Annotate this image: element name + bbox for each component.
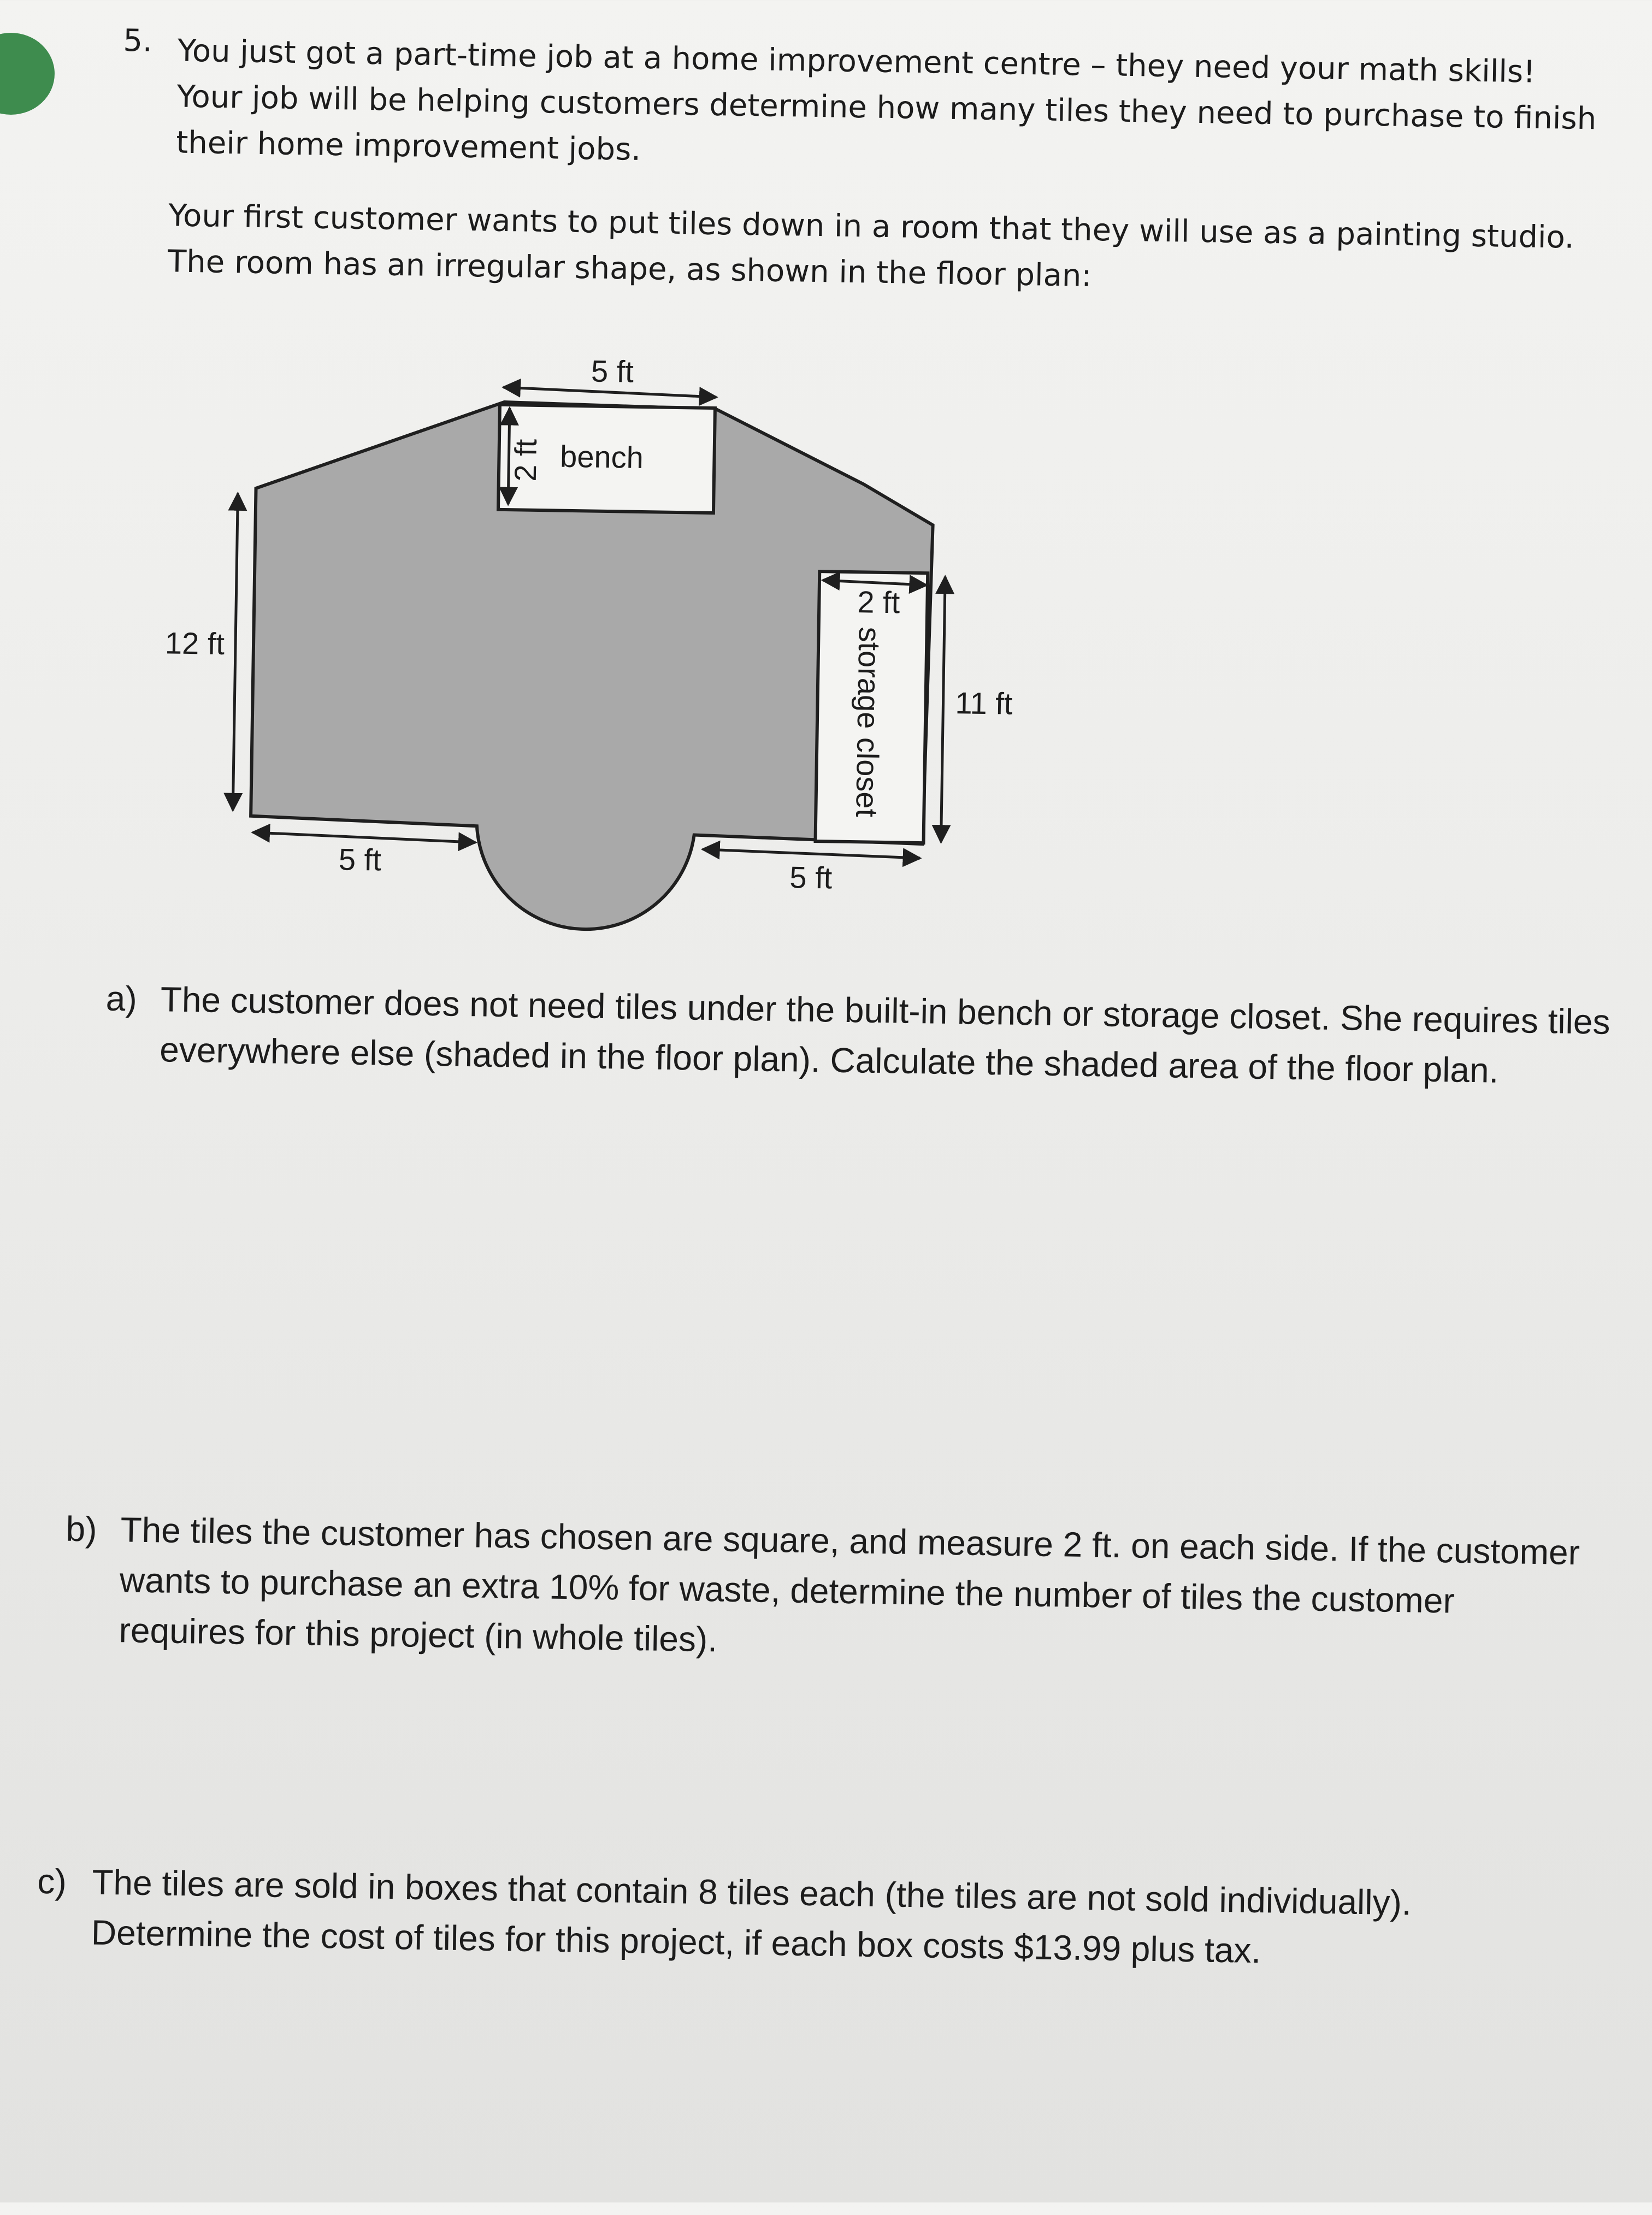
dimension-arrow-right (941, 577, 946, 842)
dim-label-left: 12 ft (164, 625, 225, 661)
part-a-text: The customer does not need tiles under the built-in bench or storage closet. She requires tiles everywhere else (shaded in the floor plan). Calculate the shaded area of the floor plan. (159, 979, 1611, 1090)
part-c-text: The tiles are sold in boxes that contain 8 tiles each (the tiles are not sold individually). Determine the cost of tiles for this project, if each box costs $13.99 plus tax. (91, 1862, 1412, 1971)
part-a-label: a) (105, 978, 138, 1019)
part-c-label: c) (37, 1861, 67, 1901)
dimension-arrow-bottom-left (252, 832, 475, 842)
dim-label-right: 11 ft (955, 686, 1013, 721)
bench-label: bench (559, 439, 644, 475)
dim-label-bottom-left: 5 ft (338, 842, 382, 877)
dim-label-bottom-right: 5 ft (789, 860, 833, 895)
dimension-arrow-top (503, 387, 716, 397)
part-b-label: b) (66, 1509, 98, 1549)
dimension-arrow-left (233, 493, 238, 810)
question-context: Your first customer wants to put tiles down in a room that they will use as a painting studio. The room has an irregular shape, as shown in the floor plan: (167, 198, 1575, 294)
storage-closet-label: storage closet (849, 627, 887, 818)
question-intro: You just got a part-time job at a home improvement centre – they need your math skills! Your job will be helping customers determine how many tiles they need to purchase to finish their home improvement jobs. (175, 33, 1597, 168)
part-b-text: The tiles the customer has chosen are square, and measure 2 ft. on each side. If the customer wants to purchase an extra 10% for waste, determine the number of tiles the customer requires for this project (in whole tiles). (119, 1510, 1580, 1659)
dim-label-top: 5 ft (591, 353, 634, 389)
question-number: 5. (122, 22, 153, 59)
dim-label-closet: 2 ft (857, 584, 900, 620)
floor-plan-diagram (0, 0, 1652, 1051)
dim-label-bench: 2 ft (508, 439, 544, 482)
dimension-arrow-bottom-right (703, 849, 920, 858)
